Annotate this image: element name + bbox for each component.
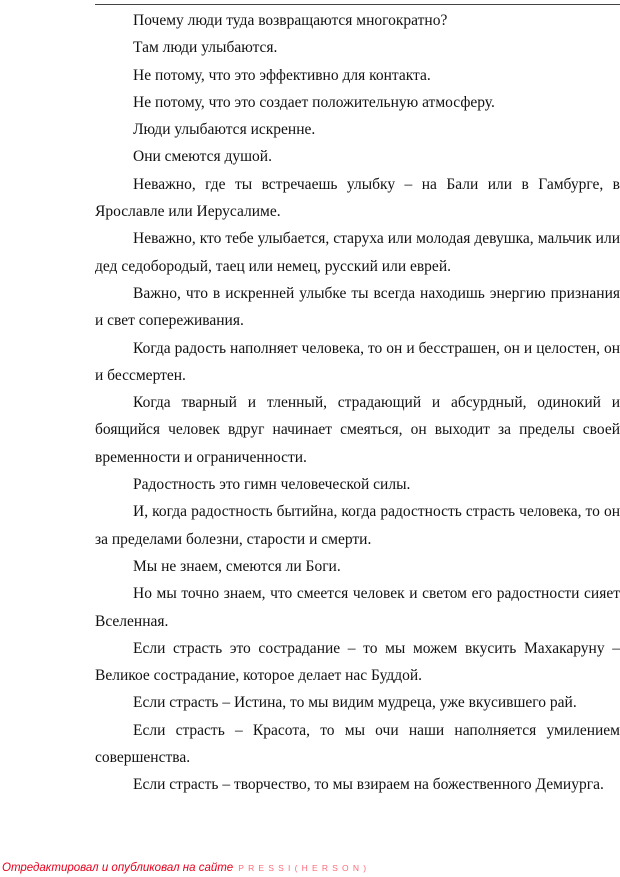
publisher-footer [2, 862, 370, 874]
paragraph: Если страсть – Истина, то мы видим мудреца, уже вкусившего рай. [133, 694, 577, 712]
paragraph: Неважно, кто тебе улыбается, старуха или молодая девушка, мальчик или дед седобородый, таец или немец, русский или еврей. [95, 230, 620, 275]
paragraph: Радостность это гимн человеческой силы. [133, 476, 411, 494]
paragraph: Когда тварный и тленный, страдающий и абсурдный, одинокий и боящийся человек вдруг начинает смеяться, он выходит за пределы своей временности и ограниченности. [95, 394, 620, 466]
paragraph: Если страсть это сострадание – то мы можем вкусить Махакаруну – Великое сострадание, которое делает нас Буддой. [95, 639, 620, 685]
site-brand-link[interactable]: PRESSI(HERSON) [238, 863, 371, 873]
top-divider [95, 4, 620, 5]
paragraph: Но мы точно знаем, что смеется человек и светом его радостности сияет Вселенная. [95, 585, 620, 630]
paragraph: Не потому, что это создает положительную атмосферу. [133, 93, 495, 111]
paragraph: Неважно, где ты встречаешь улыбку – на Бали или в Гамбурге, в Ярославле или Иерусалиме. [95, 175, 620, 221]
paragraph: Если страсть – творчество, то мы взираем на божественного Демиурга. [133, 776, 604, 794]
footer-text: Отредактировал и опубликовал на сайте [2, 862, 234, 874]
paragraph: Почему люди туда возвращаются многократно? [133, 12, 448, 29]
paragraph: Они смеются душой. [133, 148, 272, 166]
paragraph: Люди улыбаются искренне. [133, 121, 316, 139]
paragraph: Мы не знаем, смеются ли Боги. [133, 557, 341, 575]
document-body [95, 7, 620, 799]
paragraph: Если страсть – Красота, то мы очи наши наполняется умилением совершенства. [95, 721, 620, 767]
paragraph: Не потому, что это эффективно для контакта. [133, 66, 431, 84]
paragraph: Когда радость наполняет человека, то он и бесстрашен, он и целостен, он и бессмертен. [95, 339, 620, 384]
paragraph: И, когда радостность бытийна, когда радостность страсть человека, то он за пределами болезни, старости и смерти. [95, 503, 620, 548]
paragraph: Там люди улыбаются. [133, 39, 278, 57]
paragraph: Важно, что в искренней улыбке ты всегда находишь энергию признания и свет сопереживания. [95, 284, 620, 330]
